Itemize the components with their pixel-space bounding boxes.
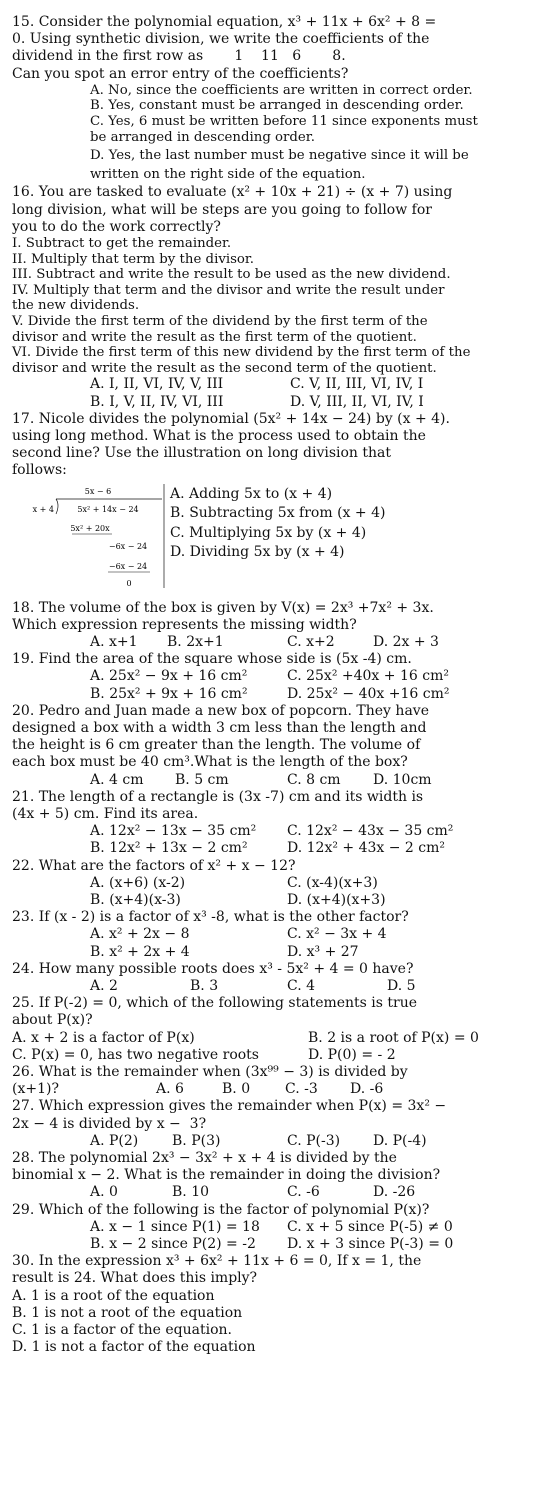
ld-bracket (56, 499, 58, 514)
question-text: 21. The length of a rectangle is (3x -7) cm and its width is (12, 788, 424, 805)
choice: C. (x-4)(x+3) (287, 874, 378, 891)
choice: A. P(2) (90, 1132, 139, 1149)
choice-row (12, 1081, 523, 1098)
question-text: 25. If P(-2) = 0, which of the following statements is true (12, 995, 418, 1012)
choice: C. 1 is a factor of the equation. (12, 1322, 232, 1339)
choice: B. 2 is a root of P(x) = 0 (308, 1029, 479, 1046)
choice: written on the right side of the equation. (90, 166, 366, 182)
step-item: IV. Multiply that term and the divisor and write the result under (12, 282, 445, 298)
choice: B. 2x+1 (167, 633, 224, 650)
step-item: II. Multiply that term by the divisor. (12, 251, 255, 267)
question-text: binomial x − 2. What is the remainder in doing the division? (12, 1167, 441, 1184)
question-text: 0. Using synthetic division, we write the coefficients of the (12, 31, 430, 48)
choice: D. 2x + 3 (373, 633, 439, 650)
question-text: follows: (12, 462, 67, 479)
choice: A. x+1 (90, 633, 138, 650)
choice-row (12, 686, 523, 703)
choice: A. 25x² − 9x + 16 cm² (90, 668, 248, 685)
choice-row (12, 772, 523, 789)
question-22 (12, 858, 523, 910)
choice-row (12, 978, 523, 995)
choice: B. 25x² + 9x + 16 cm² (90, 685, 248, 702)
step-item: VI. Divide the first term of this new dividend by the first term of the (12, 345, 471, 361)
question-27 (12, 1098, 523, 1150)
question-text: (4x + 5) cm. Find its area. (12, 805, 199, 822)
choice: D. -26 (373, 1184, 416, 1201)
question-text: second line? Use the illustration on long division that (12, 445, 392, 462)
choice-row (12, 376, 523, 393)
choice: A. 12x² − 13x − 35 cm² (90, 823, 257, 840)
choice: B. 5 cm (175, 771, 229, 788)
ld-divisor: x + 4 (32, 504, 54, 514)
choice: B. 3 (190, 978, 219, 995)
choice: C. x + 5 since P(-5) ≠ 0 (287, 1218, 453, 1235)
choice: B. Yes, constant must be arranged in descending order. (90, 98, 464, 114)
question-text: 19. Find the area of the square whose side is (5x -4) cm. (12, 651, 412, 668)
question-text: the height is 6 cm greater than the length. The volume of (12, 737, 421, 754)
question-text: each box must be 40 cm³.What is the length of the box? (12, 754, 408, 771)
choice: B. 10 (172, 1184, 210, 1201)
choice: B. 0 (222, 1081, 251, 1098)
choice: C. x² − 3x + 4 (287, 926, 387, 943)
choice: C. -6 (287, 1184, 320, 1201)
question-text: 22. What are the factors of x² + x − 12? (12, 857, 296, 874)
question-text: 27. Which expression gives the remainder when P(x) = 3x² − (12, 1098, 447, 1115)
question-text: long division, what will be steps are you going to follow for (12, 201, 432, 218)
step-item: V. Divide the first term of the dividend by the first term of the (12, 313, 428, 329)
question-24 (12, 961, 523, 995)
choice: A. 4 cm (90, 771, 144, 788)
question-text: you to do the work correctly? (12, 218, 221, 235)
question-text: 30. In the expression x³ + 6x² + 11x + 6 = 0, If x = 1, the (12, 1253, 422, 1270)
ld-quotient: 5x − 6 (84, 486, 112, 496)
question-text: using long method. What is the process used to obtain the (12, 427, 426, 444)
choice: D. 12x² + 43x − 2 cm² (287, 840, 446, 857)
choice: A. x² + 2x − 8 (90, 926, 190, 943)
question-text: 29. Which of the following is the factor of polynomial P(x)? (12, 1201, 430, 1218)
choice-row (12, 1133, 523, 1150)
choice: D. 25x² − 40x +16 cm² (287, 685, 450, 702)
ld-line3: −6x − 24 (108, 541, 148, 551)
question-29 (12, 1202, 523, 1254)
choice: A. (x+6) (x-2) (90, 874, 186, 891)
question-30 (12, 1253, 523, 1356)
choice: C. P(x) = 0, has two negative roots (12, 1046, 259, 1063)
long-division-figure (12, 484, 166, 588)
choice: A. Adding 5x to (x + 4) (170, 485, 333, 502)
question-text: 16. You are tasked to evaluate (x² + 10x + 21) ÷ (x + 7) using (12, 184, 453, 201)
choice-row (12, 1030, 523, 1047)
choice: C. 4 (287, 978, 316, 995)
choice-row (12, 840, 523, 857)
choice: C. x+2 (287, 633, 335, 650)
choice: A. x − 1 since P(1) = 18 (90, 1218, 260, 1235)
step-item: III. Subtract and write the result to be used as the new dividend. (12, 267, 451, 283)
choice: B. 1 is not a root of the equation (12, 1304, 243, 1321)
choice-list (166, 485, 523, 588)
choice: D. 10cm (373, 771, 432, 788)
question-21 (12, 789, 523, 858)
choice-row (12, 1047, 523, 1064)
choice: D. x³ + 27 (287, 943, 359, 960)
question-26 (12, 1064, 523, 1098)
question-text: 26. What is the remainder when (3x⁹⁹ − 3) is divided by (12, 1064, 408, 1081)
choice: A. 1 is a root of the equation (12, 1287, 215, 1304)
question-16 (12, 184, 523, 410)
choice: B. I, V, II, IV, VI, III (90, 393, 224, 410)
choice-row (12, 926, 523, 943)
question-text: 23. If (x - 2) is a factor of x³ -8, what is the other factor? (12, 909, 409, 926)
ld-line2: 5x² + 20x (70, 523, 110, 533)
choice: A. 6 (156, 1081, 184, 1098)
question-25 (12, 995, 523, 1064)
choice: C. 12x² − 43x − 35 cm² (287, 823, 454, 840)
choice: A. x + 2 is a factor of P(x) (12, 1029, 195, 1046)
question-19 (12, 651, 523, 703)
question-text: 2x − 4 is divided by x − 3? (12, 1115, 207, 1132)
question-text: Which expression represents the missing width? (12, 616, 357, 633)
choice: A. No, since the coefficients are written in correct order. (90, 82, 473, 98)
step-item: I. Subtract to get the remainder. (12, 235, 232, 251)
question-text: designed a box with a width 3 cm less than the length and (12, 719, 427, 736)
question-20 (12, 703, 523, 789)
long-division-illustration (12, 484, 523, 588)
ld-dividend: 5x² + 14x − 24 (77, 504, 139, 514)
choice: D. 5 (387, 978, 416, 995)
question-text: dividend in the first row as 1 11 6 8. (12, 48, 346, 65)
choice-row (12, 668, 523, 685)
choice: B. x − 2 since P(2) = -2 (90, 1236, 256, 1253)
choice: A. 0 (90, 1184, 118, 1201)
choice-row (12, 875, 523, 892)
choice: D. Dividing 5x by (x + 4) (170, 544, 345, 561)
choice: D. V, III, II, VI, IV, I (290, 393, 424, 410)
step-item: divisor and write the result as the first term of the quotient. (12, 329, 417, 345)
choice: D. P(-4) (373, 1132, 427, 1149)
question-text: result is 24. What does this imply? (12, 1270, 258, 1287)
choice: B. x² + 2x + 4 (90, 943, 190, 960)
question-text: 17. Nicole divides the polynomial (5x² + 14x − 24) by (x + 4). (12, 410, 450, 427)
choice: D. (x+4)(x+3) (287, 892, 386, 908)
choice: B. 12x² + 13x − 2 cm² (90, 840, 248, 857)
choice-row (12, 1236, 523, 1253)
choice: C. V, II, III, VI, IV, I (290, 376, 424, 393)
question-text: 15. Consider the polynomial equation, x³ + 11x + 6x² + 8 = (12, 14, 437, 30)
question-28 (12, 1150, 523, 1202)
choice: B. P(3) (172, 1132, 221, 1149)
question-text: 28. The polynomial 2x³ − 3x² + x + 4 is divided by the (12, 1150, 397, 1167)
choice: B. (x+4)(x-3) (90, 892, 181, 908)
question-text: 18. The volume of the box is given by V(x) = 2x³ +7x² + 3x. (12, 599, 434, 616)
choice: B. Subtracting 5x from (x + 4) (170, 505, 386, 522)
question-23 (12, 909, 523, 961)
question-15 (12, 14, 523, 182)
choice: D. Yes, the last number must be negative since it will be (90, 148, 469, 164)
choice: A. I, II, VI, IV, V, III (90, 376, 224, 393)
choice: D. -6 (350, 1081, 384, 1098)
choice-row (12, 1219, 523, 1236)
question-text: (x+1)? (12, 1081, 59, 1098)
choice-row (12, 944, 523, 961)
question-17 (12, 411, 523, 588)
choice: C. 8 cm (287, 771, 341, 788)
ld-remainder: 0 (126, 578, 132, 588)
choice: C. Yes, 6 must be written before 11 since exponents must (90, 114, 478, 129)
question-text: Can you spot an error entry of the coefficients? (12, 65, 349, 82)
choice: D. x + 3 since P(-3) = 0 (287, 1236, 454, 1253)
question-text: 24. How many possible roots does x³ - 5x² + 4 = 0 have? (12, 960, 414, 977)
question-text: 20. Pedro and Juan made a new box of popcorn. They have (12, 702, 429, 719)
choice-row (12, 823, 523, 840)
choice: C. Multiplying 5x by (x + 4) (170, 524, 367, 541)
question-18 (12, 600, 523, 652)
choice: C. P(-3) (287, 1132, 341, 1149)
choice: A. 2 (90, 978, 118, 995)
choice: be arranged in descending order. (90, 129, 315, 145)
step-item: the new dividends. (12, 298, 140, 314)
ld-line4: −6x − 24 (108, 561, 148, 571)
choice-row (12, 892, 523, 909)
question-text: about P(x)? (12, 1012, 93, 1029)
choice: C. 25x² +40x + 16 cm² (287, 668, 449, 685)
choice-row (12, 394, 523, 411)
choice-row (12, 1184, 523, 1201)
choice: C. -3 (285, 1081, 318, 1098)
choice: D. 1 is not a factor of the equation (12, 1339, 256, 1356)
choice: D. P(0) = - 2 (308, 1046, 396, 1063)
choice-row (12, 634, 523, 651)
step-item: divisor and write the result as the second term of the quotient. (12, 360, 437, 376)
